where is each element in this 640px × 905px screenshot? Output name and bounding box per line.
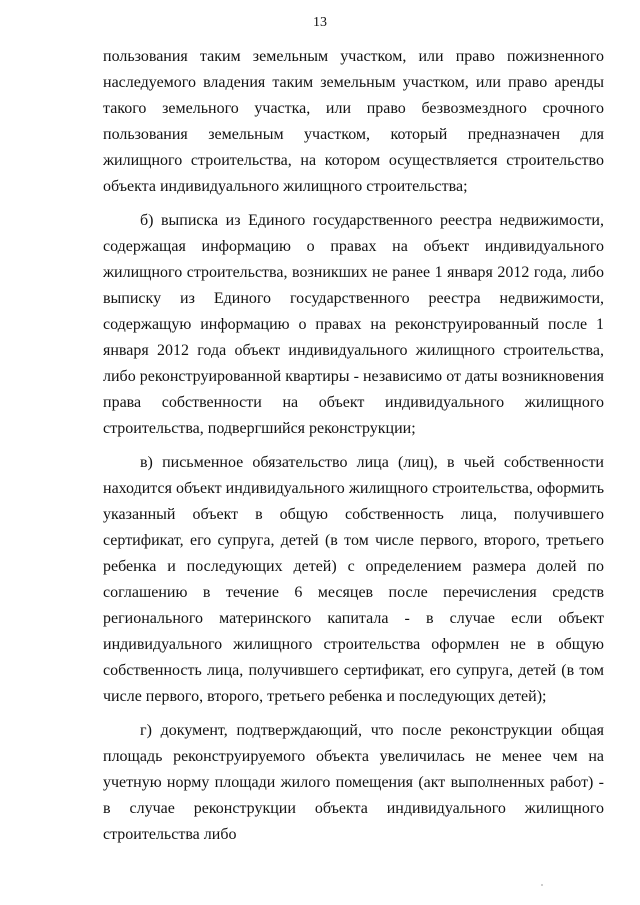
paragraph-continuation: пользования таким земельным участком, или право пожизненного наследуемого владения таким земельным участком, или право аренды такого земельного участка, или право безвозмездного срочного пользования земельным участком, который предназначен для жилищного строительства, на котором осуществляется строительство объекта индивидуального жилищного строительства; (103, 48, 604, 195)
paragraph-item-b: б) выписка из Единого государственного реестра недвижимости, содержащая информацию о правах на объект индивидуального жилищного строительства, возникших не ранее 1 января 2012 года, либо выписку из Единого государственного реестра недвижимости, содержащую информацию о правах на реконструированный после 1 января 2012 года объект индивидуального жилищного строительства, либо реконструированной квартиры - независимо от даты возникновения права собственности на объект индивидуального жилищного строительства, подвергшийся реконструкции; (103, 212, 604, 437)
paragraph-item-g: г) документ, подтверждающий, что после реконструкции общая площадь реконструируемого объекта увеличилась не менее чем на учетную норму площади жилого помещения (акт выполненных работ) - в случае реконструкции объекта индивидуального жилищного строительства либо (103, 722, 604, 843)
paragraph-item-v: в) письменное обязательство лица (лиц), в чьей собственности находится объект индивидуального жилищного строительства, оформить указанный объект в общую собственность лица, получившего сертификат, его супруга, детей (в том числе первого, второго, третьего ребенка и последующих детей) с определением размера долей по соглашению в течение 6 месяцев после перечисления средств регионального материнского капитала - в случае если объект индивидуального жилищного строительства оформлен не в общую собственность лица, получившего сертификат, его супруга, детей (в том числе первого, второго, третьего ребенка и последующих детей); (103, 454, 604, 705)
page-number: 13 (313, 15, 327, 30)
document-body (103, 44, 604, 856)
scan-speck (541, 884, 543, 886)
